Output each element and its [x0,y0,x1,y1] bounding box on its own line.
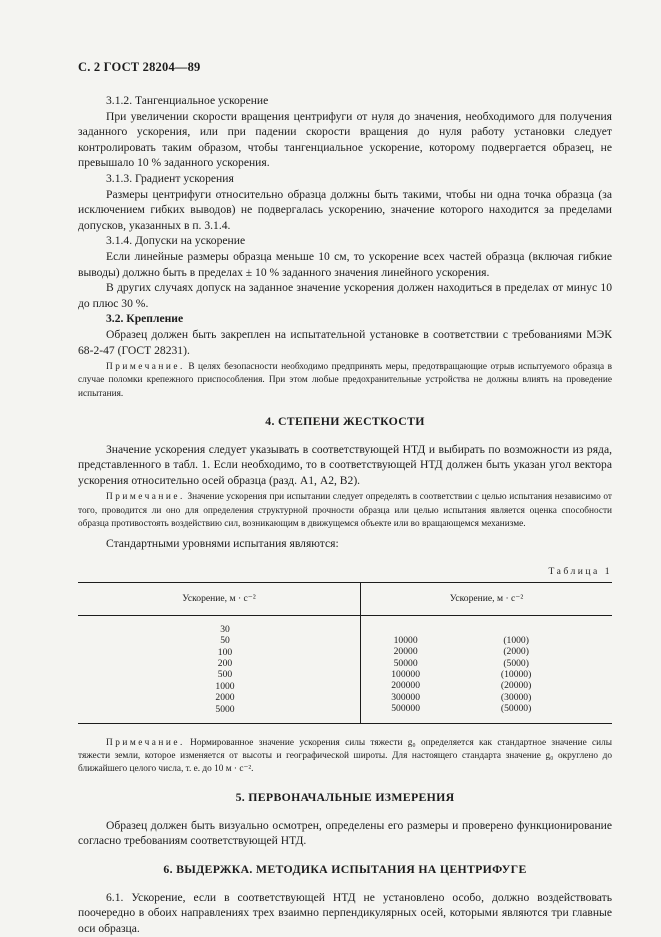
table-cell: (5000) [503,657,529,669]
table-cell: (1000) [503,634,529,646]
table-col-2a [361,615,449,723]
note-text: В целях безопасности необходимо предпринять меры, предотвращающие отрыв испытуемого образца в случае поломки крепежного приспособления. При этом любые предохранительные устройства не должны влиять на проведение испытания. [78,362,612,399]
document-body [78,93,612,937]
section-3-1-3-title: 3.1.3. Градиент ускорения [106,171,234,185]
table-cell: 50 [220,635,230,647]
note-label: Примечание. [106,737,185,748]
table-note [78,737,612,777]
section-3-1-4-text-2: В других случаях допуск на заданное значение ускорения должен находиться в пределах от минус 10 до плюс 30 %. [78,281,612,310]
section-3-1-2-title: 3.1.2. Тангенциальное ускорение [106,94,269,107]
section-4-levels: Стандартными уровнями испытания являются: [106,537,339,551]
col2a-values [363,635,448,715]
table-cell: 200 [217,657,233,669]
table-cell: 500 [217,669,233,681]
table-cell: (10000) [500,668,532,680]
col1-values [90,624,360,715]
table-caption: Таблица 1 [548,565,612,577]
page-header: С. 2 ГОСТ 28204—89 [78,60,201,74]
section-6-heading: 6. ВЫДЕРЖКА. МЕТОДИКА ИСПЫТАНИЯ НА ЦЕНТРИФУГЕ [163,861,527,876]
section-3-1-3-text: Размеры центрифуги относительно образца должны быть такими, чтобы ни одна точка образца (за исключением гибких выводов) не подвергалась ускорению, значение которого находится за пределами допусков, указанных в п. 3.1.4. [78,187,612,232]
section-4-text: Значение ускорения следует указывать в соответствующей НТД и выбирать по возможности из ряда, представленного в табл. 1. Если необходимо, то в соответствующей НТД должен быть указан угол вектора ускорения относительно осей образца (разд. А1, А2, В2). [78,442,612,487]
table-cell: 2000 [215,692,235,704]
table-cell: 100000 [391,668,420,680]
table-cell: 50000 [393,657,418,669]
section-3-1-2-text: При увеличении скорости вращения центрифуги от нуля до значения, необходимого для получения заданного ускорения, или при падении скорости вращения до нуля работу установки следует контролировать таким образом, чтобы тангенциальное ускорение, которому подвергается образец, не превышало 10 % заданного ускорения. [78,109,612,170]
table-header-1: Ускорение, м · с⁻² [78,582,361,615]
section-3-2-title: 3.2. Крепление [106,312,184,326]
table-cell: 5000 [215,703,235,715]
section-3-1-4-title: 3.1.4. Допуски на ускорение [106,234,246,248]
section-4-note [78,491,612,531]
table-cell: (30000) [500,691,532,703]
col2b-values [448,635,584,715]
table-cell: (20000) [500,680,532,692]
note-text: Значение ускорения при испытании следует определять в соответствии с целью испытания независимо от того, проводится ли оно для определения структурной прочности образца или целью испытания является оценка способности образца противостоять воздействию сил, возникающим в движущемся объекте или во вращающемся механизме. [78,492,612,529]
table-cell: 200000 [391,680,420,692]
table-col-2b [448,615,612,723]
note-label: Примечание. [106,492,185,503]
note-text: Нормированное значение ускорения силы тяжести g₀ определяется как стандартное значение силы тяжести земли, которое изменяется от высоты и географической широты. Для настоящего стандарта значение g₀ округлено до ближайшего целого числа, т. е. до 10 м · с⁻². [78,737,612,775]
note-label: Примечание. [106,362,185,373]
table-cell: 300000 [391,691,420,703]
table-cell: 30 [220,623,230,635]
table-cell: (50000) [500,703,532,715]
table-cell: (2000) [503,646,529,658]
table-cell: 1000 [215,680,235,692]
section-5-text: Образец должен быть визуально осмотрен, определены его размеры и проверено функционирование согласно требованиям соответствующей НТД. [78,818,612,848]
table-col-1 [78,615,361,723]
acceleration-table [78,582,612,724]
section-3-2-note [78,361,612,401]
section-3-1-4-text: Если линейные размеры образца меньше 10 см, то ускорение всех частей образца (включая гибкие выводы) должно быть в пределах ± 10 % заданного значения линейного ускорения. [78,249,612,279]
section-5-heading: 5. ПЕРВОНАЧАЛЬНЫЕ ИЗМЕРЕНИЯ [235,789,455,804]
section-4-heading: 4. СТЕПЕНИ ЖЕСТКОСТИ [265,413,425,428]
section-3-2-text: Образец должен быть закреплен на испытательной установке в соответствии с требованиями МЭК 68-2-47 (ГОСТ 28231). [78,327,612,357]
table-cell: 500000 [391,703,420,715]
table-cell: 10000 [393,634,418,646]
table-header-2: Ускорение, м · с⁻² [361,582,613,615]
table-cell: 20000 [393,646,418,658]
section-6-1-text: 6.1. Ускорение, если в соответствующей НТД не установлено особо, должно воздействовать поочередно в обоих направлениях трех взаимно перпендикулярных осей, которыми являются три главные оси образца. [78,890,612,935]
table-cell: 100 [217,646,233,658]
